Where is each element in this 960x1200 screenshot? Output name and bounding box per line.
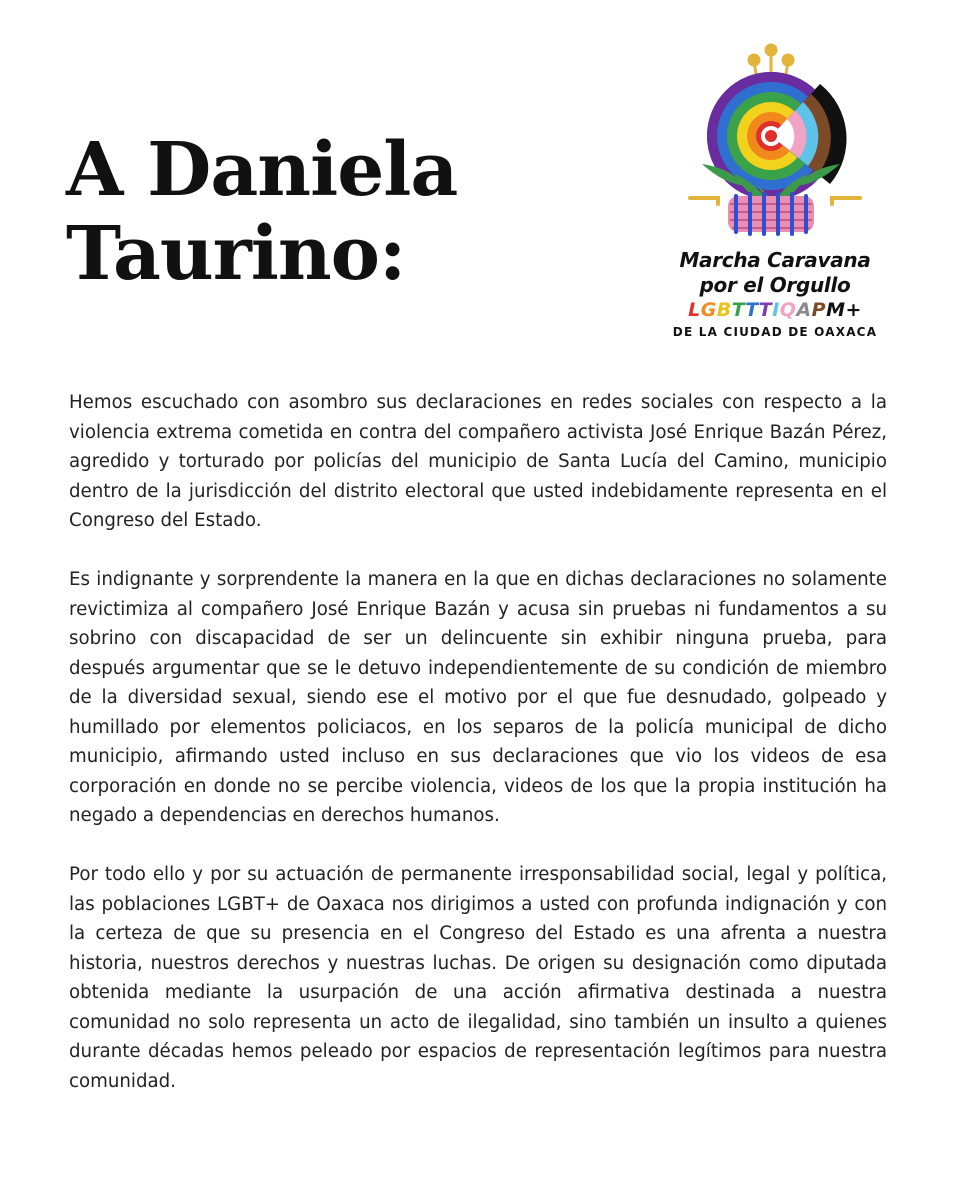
acronym-letter: I (772, 299, 780, 321)
logo-wordmark (660, 248, 890, 341)
acronym-letter: Q (779, 299, 797, 321)
paragraph-1: Hemos escuchado con asombro sus declaraciones en redes sociales con respecto a la violencia extrema cometida en contra del compañero activista José Enrique Bazán Pérez, agredido y torturado por policías del municipio de Santa Lucía del Camino, municipio dentro de la jurisdicción del distrito electoral que usted indebidamente representa en el Congreso del Estado. (69, 392, 887, 531)
logo-city: DE LA CIUDAD DE OAXACA (672, 325, 878, 339)
heading-line-2: Taurino: (66, 211, 406, 297)
acronym-letter: B (716, 299, 732, 321)
logo-line-1: Marcha Caravana (679, 248, 871, 272)
heading-line-1: A Daniela (66, 127, 458, 213)
logo-line-2: por el Orgullo (699, 273, 851, 297)
letter-body (69, 388, 887, 1126)
paragraph-3: Por todo ello y por su actuación de permanente irresponsabilidad social, legal y política, las poblaciones LGBT+ de Oaxaca nos dirigimos a usted con profunda indignación y con la certeza de que su presencia en el Congreso del Estado es una afrenta a nuestra historia, nuestros derechos y nuestras luchas. De origen su designación como diputada obtenida mediante la usurpación de una acción afirmativa destinada a nuestra comunidad no solo representa un acto de ilegalidad, sino también un insulto a quienes durante décadas hemos peleado por espacios de representación legítimos para nuestra comunidad. (69, 864, 887, 1092)
paragraph-2: Es indignante y sorprendente la manera en la que en dichas declaraciones no solamente revictimiza al compañero José Enrique Bazán y acusa sin pruebas ni fundamentos a su sobrino con discapacidad de ser un delincuente sin exhibir ninguna prueba, para después argumentar que se le detuvo independientemente de su condición de miembro de la diversidad sexual, siendo ese el motivo por el que fue desnudado, golpeado y humillado por elementos policiacos, en los separos de la policía municipal de dicho municipio, afirmando usted incluso en sus declaraciones que vio los videos de esa corporación en donde no se percibe violencia, videos de los que la propia institución ha negado a dependencias en derechos humanos. (69, 569, 887, 826)
acronym-letter: T (731, 299, 746, 321)
acronym-letter: M (826, 299, 846, 321)
letter-heading (66, 128, 586, 296)
acronym-letter: G (700, 299, 717, 321)
pride-target-emblem-icon (660, 36, 890, 251)
acronym-letter: A (796, 299, 812, 321)
march-logo (660, 36, 890, 356)
acronym-letter: L (688, 299, 701, 321)
logo-acronym (660, 298, 890, 323)
acronym-letter: + (845, 299, 862, 321)
acronym-letter: T (745, 299, 759, 321)
acronym-letter: P (811, 299, 827, 321)
acronym-letter: T (758, 299, 773, 321)
